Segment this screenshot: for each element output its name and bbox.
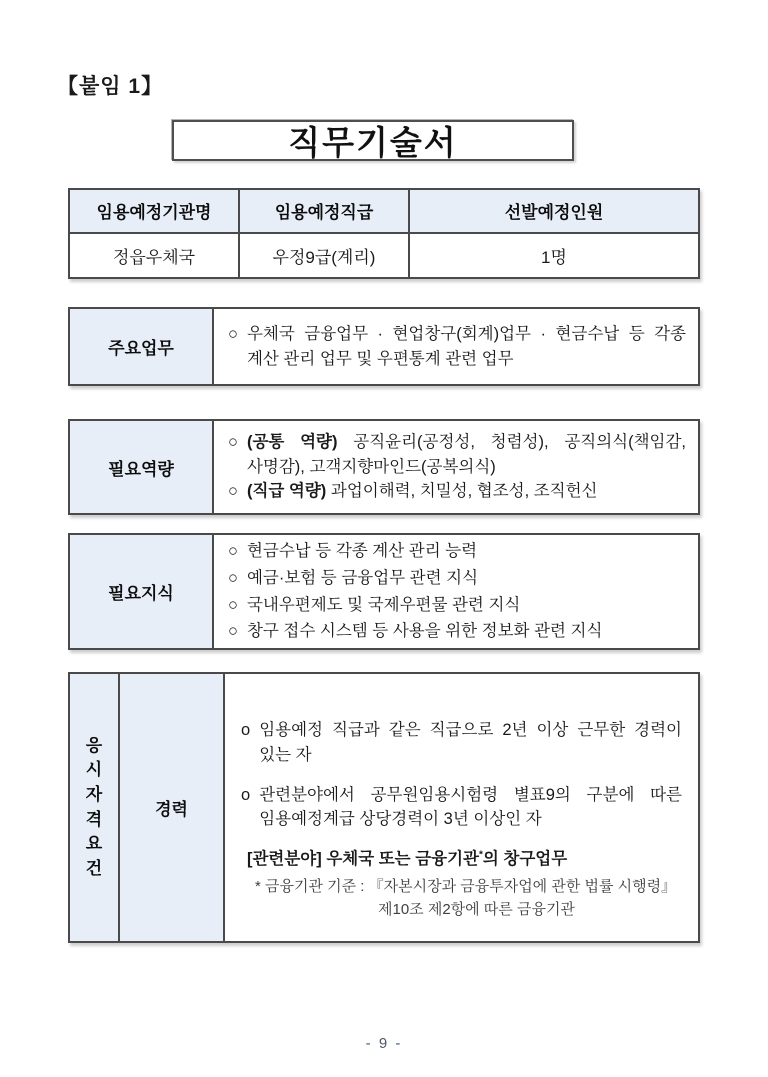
main-duties-content <box>214 309 698 384</box>
small-o-bullet-icon: o <box>241 721 251 739</box>
knowledge-item-text: 국내우편제도 및 국제우편물 관련 지식 <box>246 595 521 614</box>
competency-rest-text: 공직윤리(공정성, 청렴성), 공직의식(책임감, 사명감), 고객지향마인드(공복의식) <box>246 432 686 476</box>
footnote-line-1: * 금융기관 기준 : 『자본시장과 금융투자업에 관한 법률 시행령』 <box>255 877 677 895</box>
asterisk-superscript: * <box>478 849 483 861</box>
required-knowledge-label: 필요지식 <box>70 535 214 648</box>
competency-rest-text: 과업이해력, 치밀성, 협조성, 조직헌신 <box>330 482 598 501</box>
small-o-bullet-icon: o <box>241 785 251 804</box>
circle-bullet-icon: ○ <box>228 595 238 614</box>
required-knowledge-section <box>68 533 700 650</box>
competency-item-common <box>228 430 686 480</box>
eligibility-content <box>225 674 698 941</box>
summary-header-grade: 임용예정직급 <box>240 190 410 234</box>
competency-item-grade <box>228 479 686 504</box>
eligibility-category-label: 경력 <box>155 800 188 819</box>
summary-header-agency: 임용예정기관명 <box>70 190 240 234</box>
eligibility-item-text: 임용예정 직급과 같은 직급으로 2년 이상 근무한 경력이 있는 자 <box>259 721 682 764</box>
related-field-line <box>247 847 682 872</box>
related-field-prefix: [관련분야] 우체국 또는 금융기관 <box>247 850 479 868</box>
main-duties-section <box>68 307 700 386</box>
summary-value-agency: 정읍우체국 <box>70 234 240 278</box>
attachment-label: 【붙임 1】 <box>57 75 164 98</box>
eligibility-item <box>241 718 682 768</box>
eligibility-section <box>68 672 700 943</box>
circle-bullet-icon: ○ <box>228 568 238 587</box>
knowledge-item-text: 창구 접수 시스템 등 사용을 위한 정보화 관련 지식 <box>246 622 603 641</box>
required-competencies-content <box>214 421 698 513</box>
document-title-box <box>172 120 574 161</box>
summary-value-quota: 1명 <box>541 247 567 267</box>
main-duties-label: 주요업무 <box>70 309 214 384</box>
eligibility-vertical-label: 응시자격요건 <box>85 735 103 878</box>
knowledge-item-text: 현금수납 등 각종 계산 관리 능력 <box>246 542 478 561</box>
related-field-suffix: 의 창구업무 <box>482 850 568 868</box>
competency-item-text <box>247 430 686 480</box>
knowledge-item <box>228 618 686 645</box>
competency-bold-label: (직급 역량) <box>246 482 327 501</box>
circle-bullet-icon: ○ <box>228 622 238 641</box>
required-competencies-section <box>68 419 700 515</box>
knowledge-item <box>228 592 686 619</box>
competency-bold-label: (공통 역량) <box>246 432 338 451</box>
circle-bullet-icon: ○ <box>228 482 238 501</box>
main-duties-item <box>228 322 686 372</box>
summary-value-grade: 우정9급(계리) <box>240 234 410 278</box>
required-knowledge-content <box>214 535 698 648</box>
main-duties-text: 우체국 금융업무 · 현업창구(회계)업무 · 현금수납 등 각종 계산 관리 업무 및 우편통계 관련 업무 <box>246 324 686 368</box>
required-competencies-label: 필요역량 <box>70 421 214 513</box>
page-number: - 9 - <box>365 1035 403 1052</box>
eligibility-item-text: 관련분야에서 공무원임용시험령 별표9의 구분에 따른 임용예정계급 상당경력이 3년 이상인 자 <box>259 785 682 829</box>
knowledge-item <box>228 565 686 592</box>
document-title: 직무기술서 <box>288 124 458 161</box>
competency-item-text <box>247 479 686 504</box>
knowledge-item <box>228 538 686 565</box>
eligibility-vertical-label-cell <box>70 674 120 941</box>
knowledge-item-text: 예금·보험 등 금융업무 관련 지식 <box>246 568 479 587</box>
summary-header-quota: 선발예정인원 <box>410 190 698 234</box>
summary-table <box>68 188 700 279</box>
footnote-line-2: 제10조 제2항에 따른 금융기관 <box>378 901 575 918</box>
circle-bullet-icon: ○ <box>228 324 238 343</box>
eligibility-category-cell <box>120 674 225 941</box>
eligibility-item <box>241 783 682 833</box>
circle-bullet-icon: ○ <box>228 432 238 451</box>
circle-bullet-icon: ○ <box>228 542 238 561</box>
